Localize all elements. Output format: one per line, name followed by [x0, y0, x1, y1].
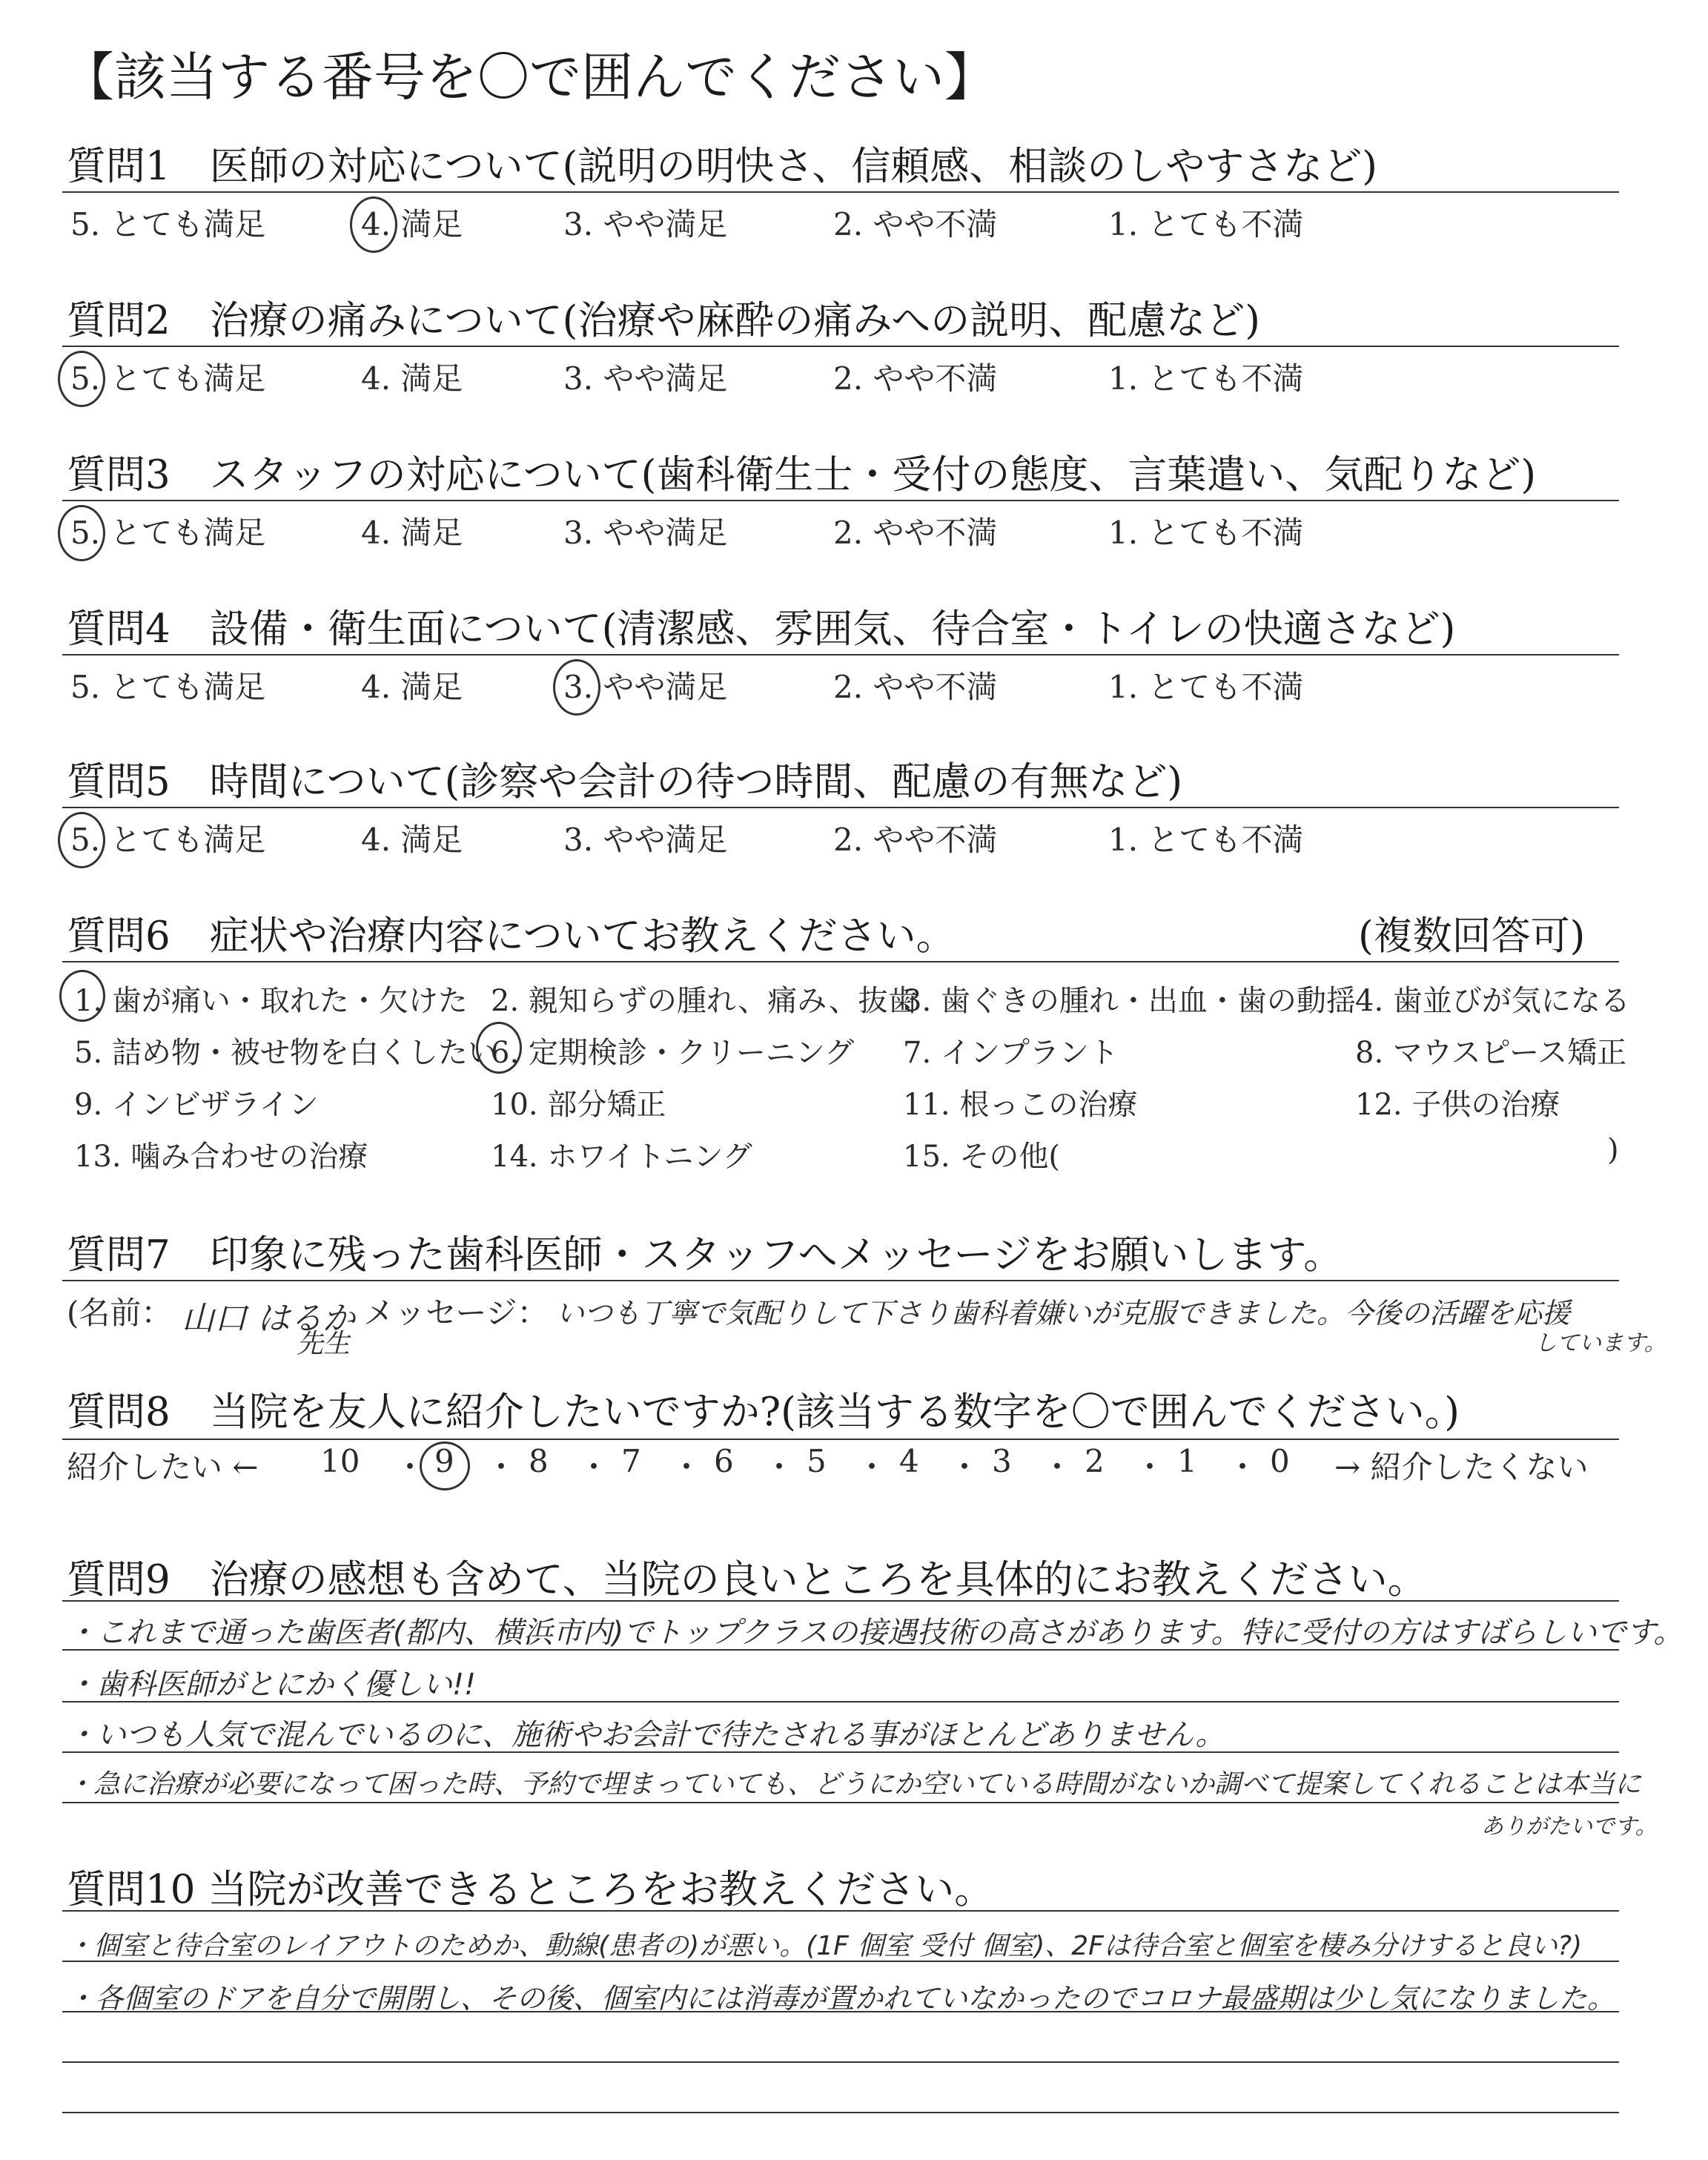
q4-option-5[interactable]: 5. とても満足 — [70, 669, 266, 705]
q5-option-4[interactable]: 4. 満足 — [361, 822, 463, 858]
q1-selection-circle — [350, 196, 397, 253]
q6-option-5[interactable]: 5. 詰め物・被せ物を白くしたい — [74, 1036, 497, 1070]
q3-option-5[interactable]: 5. とても満足 — [70, 515, 266, 551]
q8-scale-10[interactable]: 10 — [320, 1443, 360, 1479]
q6-rule — [62, 961, 1619, 962]
q6-option-6[interactable]: 6. 定期検診・クリーニング — [491, 1036, 855, 1070]
q8-dot: ・ — [1042, 1449, 1073, 1485]
q8-dot: ・ — [671, 1449, 703, 1485]
page-header: 【該当する番号を〇で囲んでください】 — [62, 47, 996, 108]
q2-title: 質問2 治療の痛みについて(治療や麻酔の痛みへの説明、配慮など) — [67, 298, 1260, 343]
q3-option-2[interactable]: 2. やや不満 — [833, 515, 998, 551]
q4-option-2[interactable]: 2. やや不満 — [833, 669, 998, 705]
q3-option-1[interactable]: 1. とても不満 — [1108, 515, 1304, 551]
q6-option-11[interactable]: 11. 根っこの治療 — [903, 1088, 1138, 1122]
q8-scale-2[interactable]: 2 — [1085, 1443, 1105, 1479]
q3-option-3[interactable]: 3. やや満足 — [563, 515, 728, 551]
q10-rule-2 — [62, 2011, 1619, 2012]
q7-name-label: (名前： — [67, 1295, 173, 1331]
q7-message-label: メッセージ： — [363, 1295, 549, 1331]
q5-option-5[interactable]: 5. とても満足 — [70, 822, 266, 858]
q7-message: いつも丁寧で気配りして下さり歯科着嫌いが克服できました。今後の活躍を応援 — [556, 1297, 1571, 1330]
q1-option-5[interactable]: 5. とても満足 — [70, 206, 266, 242]
q7-name-value: 山口 はるか — [182, 1300, 355, 1338]
q8-left-label: 紹介したい ← — [67, 1449, 259, 1485]
q8-scale-0[interactable]: 0 — [1270, 1443, 1290, 1479]
q6-option-4[interactable]: 4. 歯並びが気になる — [1355, 984, 1630, 1018]
q9-answer-1: ・これまで通った歯医者(都内、横浜市内)でトップクラスの接遇技術の高さがあります。特に受付の方はすばらしいです。 — [67, 1616, 1684, 1650]
q4-title: 質問4 設備・衛生面について(清潔感、雰囲気、待合室・トイレの快適さなど) — [67, 607, 1456, 652]
q9-answer-3: ・いつも人気で混んでいるのに、施術やお会計で待たされる事がほとんどありません。 — [67, 1718, 1225, 1752]
q10-answer-1: ・個室と待合室のレイアウトのためか、動線(患者の)が悪い。(1F 個室 受付 個室)、2Fは待合室と個室を棲み分けすると良い?) — [67, 1931, 1583, 1961]
q5-option-1[interactable]: 1. とても不満 — [1108, 822, 1304, 858]
q8-dot: ・ — [486, 1449, 517, 1485]
q2-rule — [62, 346, 1619, 347]
q8-scale-7[interactable]: 7 — [621, 1443, 641, 1479]
q4-option-3[interactable]: 3. やや満足 — [563, 669, 728, 705]
q8-scale-8[interactable]: 8 — [529, 1443, 549, 1479]
q8-scale-6[interactable]: 6 — [714, 1443, 734, 1479]
q2-option-1[interactable]: 1. とても不満 — [1108, 360, 1304, 397]
q3-option-4[interactable]: 4. 満足 — [361, 515, 463, 551]
q8-scale-5[interactable]: 5 — [807, 1443, 827, 1479]
q1-option-1[interactable]: 1. とても不満 — [1108, 206, 1304, 242]
q7-name-suffix: 先生 — [297, 1329, 351, 1359]
q9-rule-4 — [62, 1802, 1619, 1803]
q9-rule-1 — [62, 1649, 1619, 1651]
q8-scale-4[interactable]: 4 — [899, 1443, 919, 1479]
q8-dot: ・ — [578, 1449, 610, 1485]
q4-option-1[interactable]: 1. とても不満 — [1108, 669, 1304, 705]
q6-option-13[interactable]: 13. 噛み合わせの治療 — [74, 1140, 368, 1174]
q6-option-8[interactable]: 8. マウスピース矯正 — [1355, 1036, 1627, 1070]
q6-option-10[interactable]: 10. 部分矯正 — [491, 1088, 666, 1122]
q10-rule-3 — [62, 2061, 1619, 2063]
q8-dot: ・ — [1134, 1449, 1166, 1485]
q8-dot: ・ — [949, 1449, 981, 1485]
q5-selection-circle — [58, 812, 105, 868]
q8-scale-3[interactable]: 3 — [992, 1443, 1012, 1479]
q6-option-15[interactable]: 15. その他( — [903, 1140, 1060, 1174]
q6-title: 質問6 症状や治療内容についてお教えください。 — [67, 914, 956, 959]
q10-rule-4 — [62, 2112, 1619, 2113]
q6-option-7[interactable]: 7. インプラント — [903, 1036, 1119, 1070]
q6-option-3[interactable]: 3. 歯ぐきの腫れ・出血・歯の動揺 — [903, 984, 1356, 1018]
q2-option-2[interactable]: 2. やや不満 — [833, 360, 998, 397]
q1-title: 質問1 医師の対応について(説明の明快さ、信頼感、相談のしやすさなど) — [67, 144, 1377, 189]
q5-option-3[interactable]: 3. やや満足 — [563, 822, 728, 858]
q6-option-9[interactable]: 9. インビザライン — [74, 1088, 319, 1122]
q6-note: (複数回答可) — [1358, 914, 1586, 959]
q8-rule — [62, 1439, 1619, 1440]
q8-dot: ・ — [856, 1449, 888, 1485]
q6-selection-circle-1 — [59, 970, 105, 1022]
q1-option-3[interactable]: 3. やや満足 — [563, 206, 728, 242]
q5-rule — [62, 807, 1619, 808]
q8-title: 質問8 当院を友人に紹介したいですか?(該当する数字を〇で囲んでください。) — [67, 1390, 1460, 1435]
q8-scale-9[interactable]: 9 — [434, 1443, 454, 1479]
q8-right-label: → 紹介したくない — [1334, 1449, 1589, 1485]
q7-message-continued: しています。 — [1535, 1330, 1666, 1356]
q5-option-2[interactable]: 2. やや不満 — [833, 822, 998, 858]
q10-rule-1 — [62, 1961, 1619, 1962]
q8-scale-1[interactable]: 1 — [1177, 1443, 1197, 1479]
q6-selection-circle-6 — [476, 1022, 522, 1074]
q6-other-close-paren: ) — [1607, 1133, 1619, 1167]
q6-option-2[interactable]: 2. 親知らずの腫れ、痛み、抜歯 — [491, 984, 918, 1018]
q6-option-14[interactable]: 14. ホワイトニング — [491, 1140, 752, 1174]
q1-option-2[interactable]: 2. やや不満 — [833, 206, 998, 242]
q2-option-5[interactable]: 5. とても満足 — [70, 360, 266, 397]
q8-dot: ・ — [764, 1449, 795, 1485]
q2-option-3[interactable]: 3. やや満足 — [563, 360, 728, 397]
q9-answer-2: ・歯科医師がとにかく優しい!! — [67, 1668, 477, 1702]
q3-selection-circle — [58, 505, 105, 561]
q6-option-1[interactable]: 1. 歯が痛い・取れた・欠けた — [74, 984, 468, 1018]
q9-answer-4-continued: ありがたいです。 — [1481, 1814, 1658, 1840]
q9-rule-3 — [62, 1751, 1619, 1753]
q3-rule — [62, 500, 1619, 501]
q2-option-4[interactable]: 4. 満足 — [361, 360, 463, 397]
q9-rule-0 — [62, 1600, 1619, 1602]
q7-rule — [62, 1280, 1619, 1281]
q9-rule-2 — [62, 1701, 1619, 1702]
q9-answer-4: ・急に治療が必要になって困った時、予約で埋まっていても、どうにか空いている時間がないか調べて提案してくれることは本当に — [67, 1769, 1642, 1800]
q4-option-4[interactable]: 4. 満足 — [361, 669, 463, 705]
q8-dot: ・ — [1227, 1449, 1259, 1485]
q10-title: 質問10 当院が改善できるところをお教えください。 — [67, 1867, 994, 1912]
q4-rule — [62, 654, 1619, 655]
q1-rule — [62, 191, 1619, 193]
q7-title: 質問7 印象に残った歯科医師・スタッフへメッセージをお願いします。 — [67, 1232, 1343, 1278]
q6-option-12[interactable]: 12. 子供の治療 — [1355, 1088, 1560, 1122]
q3-title: 質問3 スタッフの対応について(歯科衛生士・受付の態度、言葉遣い、気配りなど) — [67, 452, 1537, 498]
q9-title: 質問9 治療の感想も含めて、当院の良いところを具体的にお教えください。 — [67, 1557, 1427, 1602]
q5-title: 質問5 時間について(診察や会計の待つ時間、配慮の有無など) — [67, 759, 1183, 805]
q8-dot: ・ — [394, 1449, 426, 1485]
q10-rule-0 — [62, 1910, 1619, 1912]
q4-selection-circle — [553, 659, 600, 716]
q10-answer-2: ・各個室のドアを自分で開閉し、その後、個室内には消毒が置かれていなかったのでコロナ最盛期は少し気になりました。 — [67, 1982, 1615, 2015]
q1-option-4[interactable]: 4. 満足 — [361, 206, 463, 242]
q2-selection-circle — [58, 351, 105, 407]
q8-selection-circle — [420, 1441, 470, 1490]
